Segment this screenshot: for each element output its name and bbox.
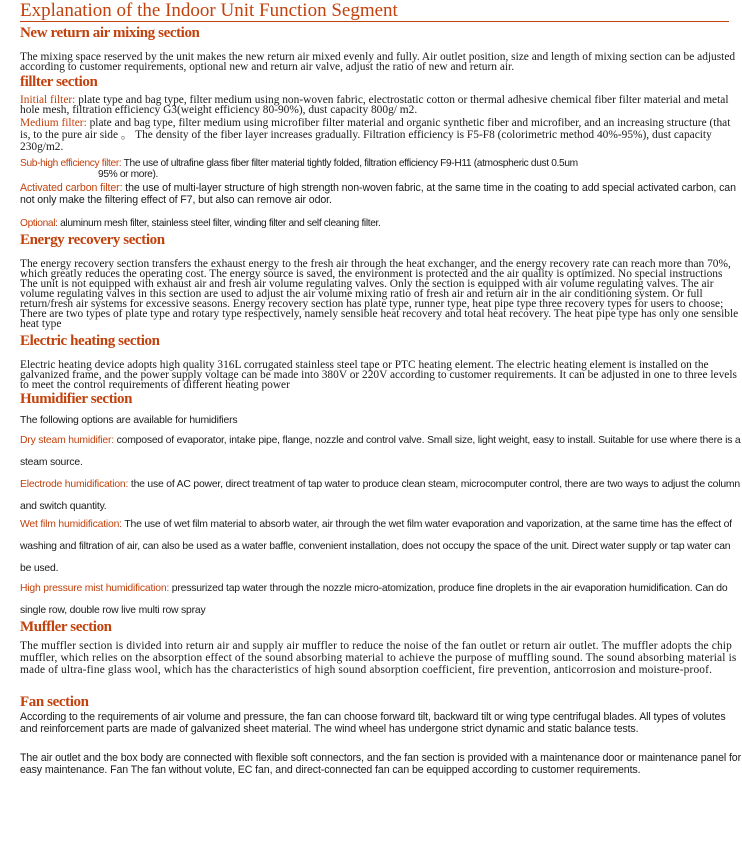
- initial-filter-paragraph: [20, 95, 742, 115]
- fan-section-body-2: The air outlet and the box body are connected with flexible soft connectors, and the fan section is provided with a maintenance door or maintenance panel for easy maintenance. Fan The fan without volute, EC fan, and direct-connected fan can be equipped according to customer requirements.: [20, 752, 742, 776]
- optional-filter-label: Optional:: [20, 218, 58, 229]
- fan-section-body-1: According to the requirements of air volume and pressure, the fan can choose forward tilt, backward tilt or wing type centrifugal blades. All types of volutes and reinforcement parts are made of galvanized sheet material. The wind wheel has undergone strict dynamic and static balance tests.: [20, 711, 726, 735]
- wet-film-label: Wet film humidification:: [20, 519, 122, 530]
- title-underline: [20, 21, 729, 22]
- medium-filter-label: Medium filter:: [20, 117, 87, 129]
- humidifier-section-heading: Humidifier section: [20, 391, 133, 407]
- humidifier-intro: The following options are available for humidifiers: [20, 415, 238, 426]
- mist-label: High pressure mist humidification:: [20, 583, 170, 594]
- fan-section-heading: Fan section: [20, 694, 89, 710]
- subhigh-filter-paragraph: [20, 158, 742, 180]
- page-title: Explanation of the Indoor Unit Function Segment: [20, 0, 398, 21]
- muffler-section-heading: Muffler section: [20, 619, 112, 635]
- mist-paragraph: [20, 578, 742, 622]
- energy-section-heading: Energy recovery section: [20, 232, 165, 248]
- mixing-section-heading: New return air mixing section: [20, 25, 200, 41]
- carbon-filter-label: Activated carbon filter:: [20, 182, 123, 194]
- subhigh-filter-text-continued: 95% or more).: [98, 169, 158, 180]
- wet-film-text: The use of wet film material to absorb water, air through the wet film water evaporation and vaporization, at the same time has the effect of washing and filtration of air, can also be used as a water baffle, convenient installation, does not occupy the space of the unit. Direct water supply or tap water can be used.: [20, 519, 732, 574]
- electric-section-body: Electric heating device adopts high quality 316L corrugated stainless steel tape or PTC heating element. The electric heating element is installed on the galvanized frame, and the power supply voltage can be made into 380V or 220V according to customer requirements. It can be adjusted in one to three levels to meet the control requirements of different heating power: [20, 359, 737, 391]
- electrode-label: Electrode humidification:: [20, 479, 129, 490]
- mist-text: pressurized tap water through the nozzle micro-atomization, produce fine droplets in the air evaporation humidification. Can do single row, double row live multi row spray: [20, 583, 728, 616]
- wet-film-paragraph: [20, 514, 742, 580]
- mixing-section-body: The mixing space reserved by the unit makes the new return air mixed evenly and fully. Air outlet position, size and length of mixing section can be adjusted according to customer requirements, optional new and return air valve, adjust the ratio of new and return air.: [20, 51, 736, 73]
- optional-filter-paragraph: [20, 218, 742, 229]
- muffler-section-body: The muffler section is divided into return air and supply air muffler to reduce the noise of the fan outlet or return air outlet. The muffler adopts the chip muffler, which relies on the absorption effect of the sound absorbing material to achieve the purpose of muffling sound. The sound absorbing material is made of ultra-fine glass wool, which has the characteristics of high sound absorption coefficient, fire prevention, anticorrosion and moisture-proof.: [20, 640, 737, 676]
- medium-filter-paragraph: [20, 117, 742, 153]
- subhigh-filter-label: Sub-high efficiency filter:: [20, 158, 122, 169]
- dry-steam-text: composed of evaporator, intake pipe, flange, nozzle and control valve. Small size, light weight, easy to install. Suitable for use where there is a steam source.: [20, 435, 741, 468]
- electrode-text: the use of AC power, direct treatment of tap water to produce clean steam, microcomputer control, there are two ways to adjust the column and switch quantity.: [20, 479, 740, 512]
- filter-section-heading: fillter section: [20, 74, 98, 90]
- initial-filter-text: plate type and bag type, filter medium using non-woven fabric, electrostatic cotton or thermal adhesive chemical fiber filter material and metal hole mesh, filtration efficiency G3(weight efficiency 80-90%), dust capacity 800g/ m2.: [20, 94, 729, 116]
- dry-steam-paragraph: [20, 430, 742, 474]
- medium-filter-text: plate and bag type, filter medium using microfiber filter material and organic synthetic fiber and microfiber, and an increasing structure (that is, to the pure air side 。 The density of the fiber layer increases gradually. Filtration efficiency is F5-F8 (colorimetric method 40%-95%), dust capacity 230g/m2.: [20, 117, 731, 153]
- subhigh-filter-text: The use of ultrafine glass fiber filter material tightly folded, filtration efficiency F9-H11 (atmospheric dust 0.5um: [121, 158, 578, 169]
- optional-filter-text: aluminum mesh filter, stainless steel filter, winding filter and self cleaning filter.: [57, 218, 381, 229]
- energy-section-body: The energy recovery section transfers the exhaust energy to the fresh air through the heat exchanger, and the energy recovery rate can reach more than 70%, which greatly reduces the operating cost. The energy source is saved, the environment is protected and the air quality is optimized. No special instructions The unit is not equipped with exhaust air and fresh air volume regulating valves. Only the section is equipped with air volume regulating valves. The air volume regulating valves in this section are used to adjust the air volume mixing ratio of fresh air and return air in the air conditioning system. Or full return/fresh air systems for excessive seasons. Energy recovery section has plate type, runner type, heat pipe type three recovery types for users to choose; There are two types of plate type and rotary type respectively, namely sensible heat recovery and total heat recovery. The heat pipe type has only one sensible heat type: [20, 258, 739, 330]
- carbon-filter-text: the use of multi-layer structure of high strength non-woven fabric, at the same time in the coating to add special activated carbon, can not only make the filtering effect of F7, but also can remove air odor.: [20, 182, 736, 206]
- electric-section-heading: Electric heating section: [20, 333, 160, 349]
- initial-filter-label: Initial filter:: [20, 94, 76, 106]
- electrode-paragraph: [20, 474, 742, 518]
- dry-steam-label: Dry steam humidifier:: [20, 435, 114, 446]
- carbon-filter-paragraph: [20, 182, 742, 206]
